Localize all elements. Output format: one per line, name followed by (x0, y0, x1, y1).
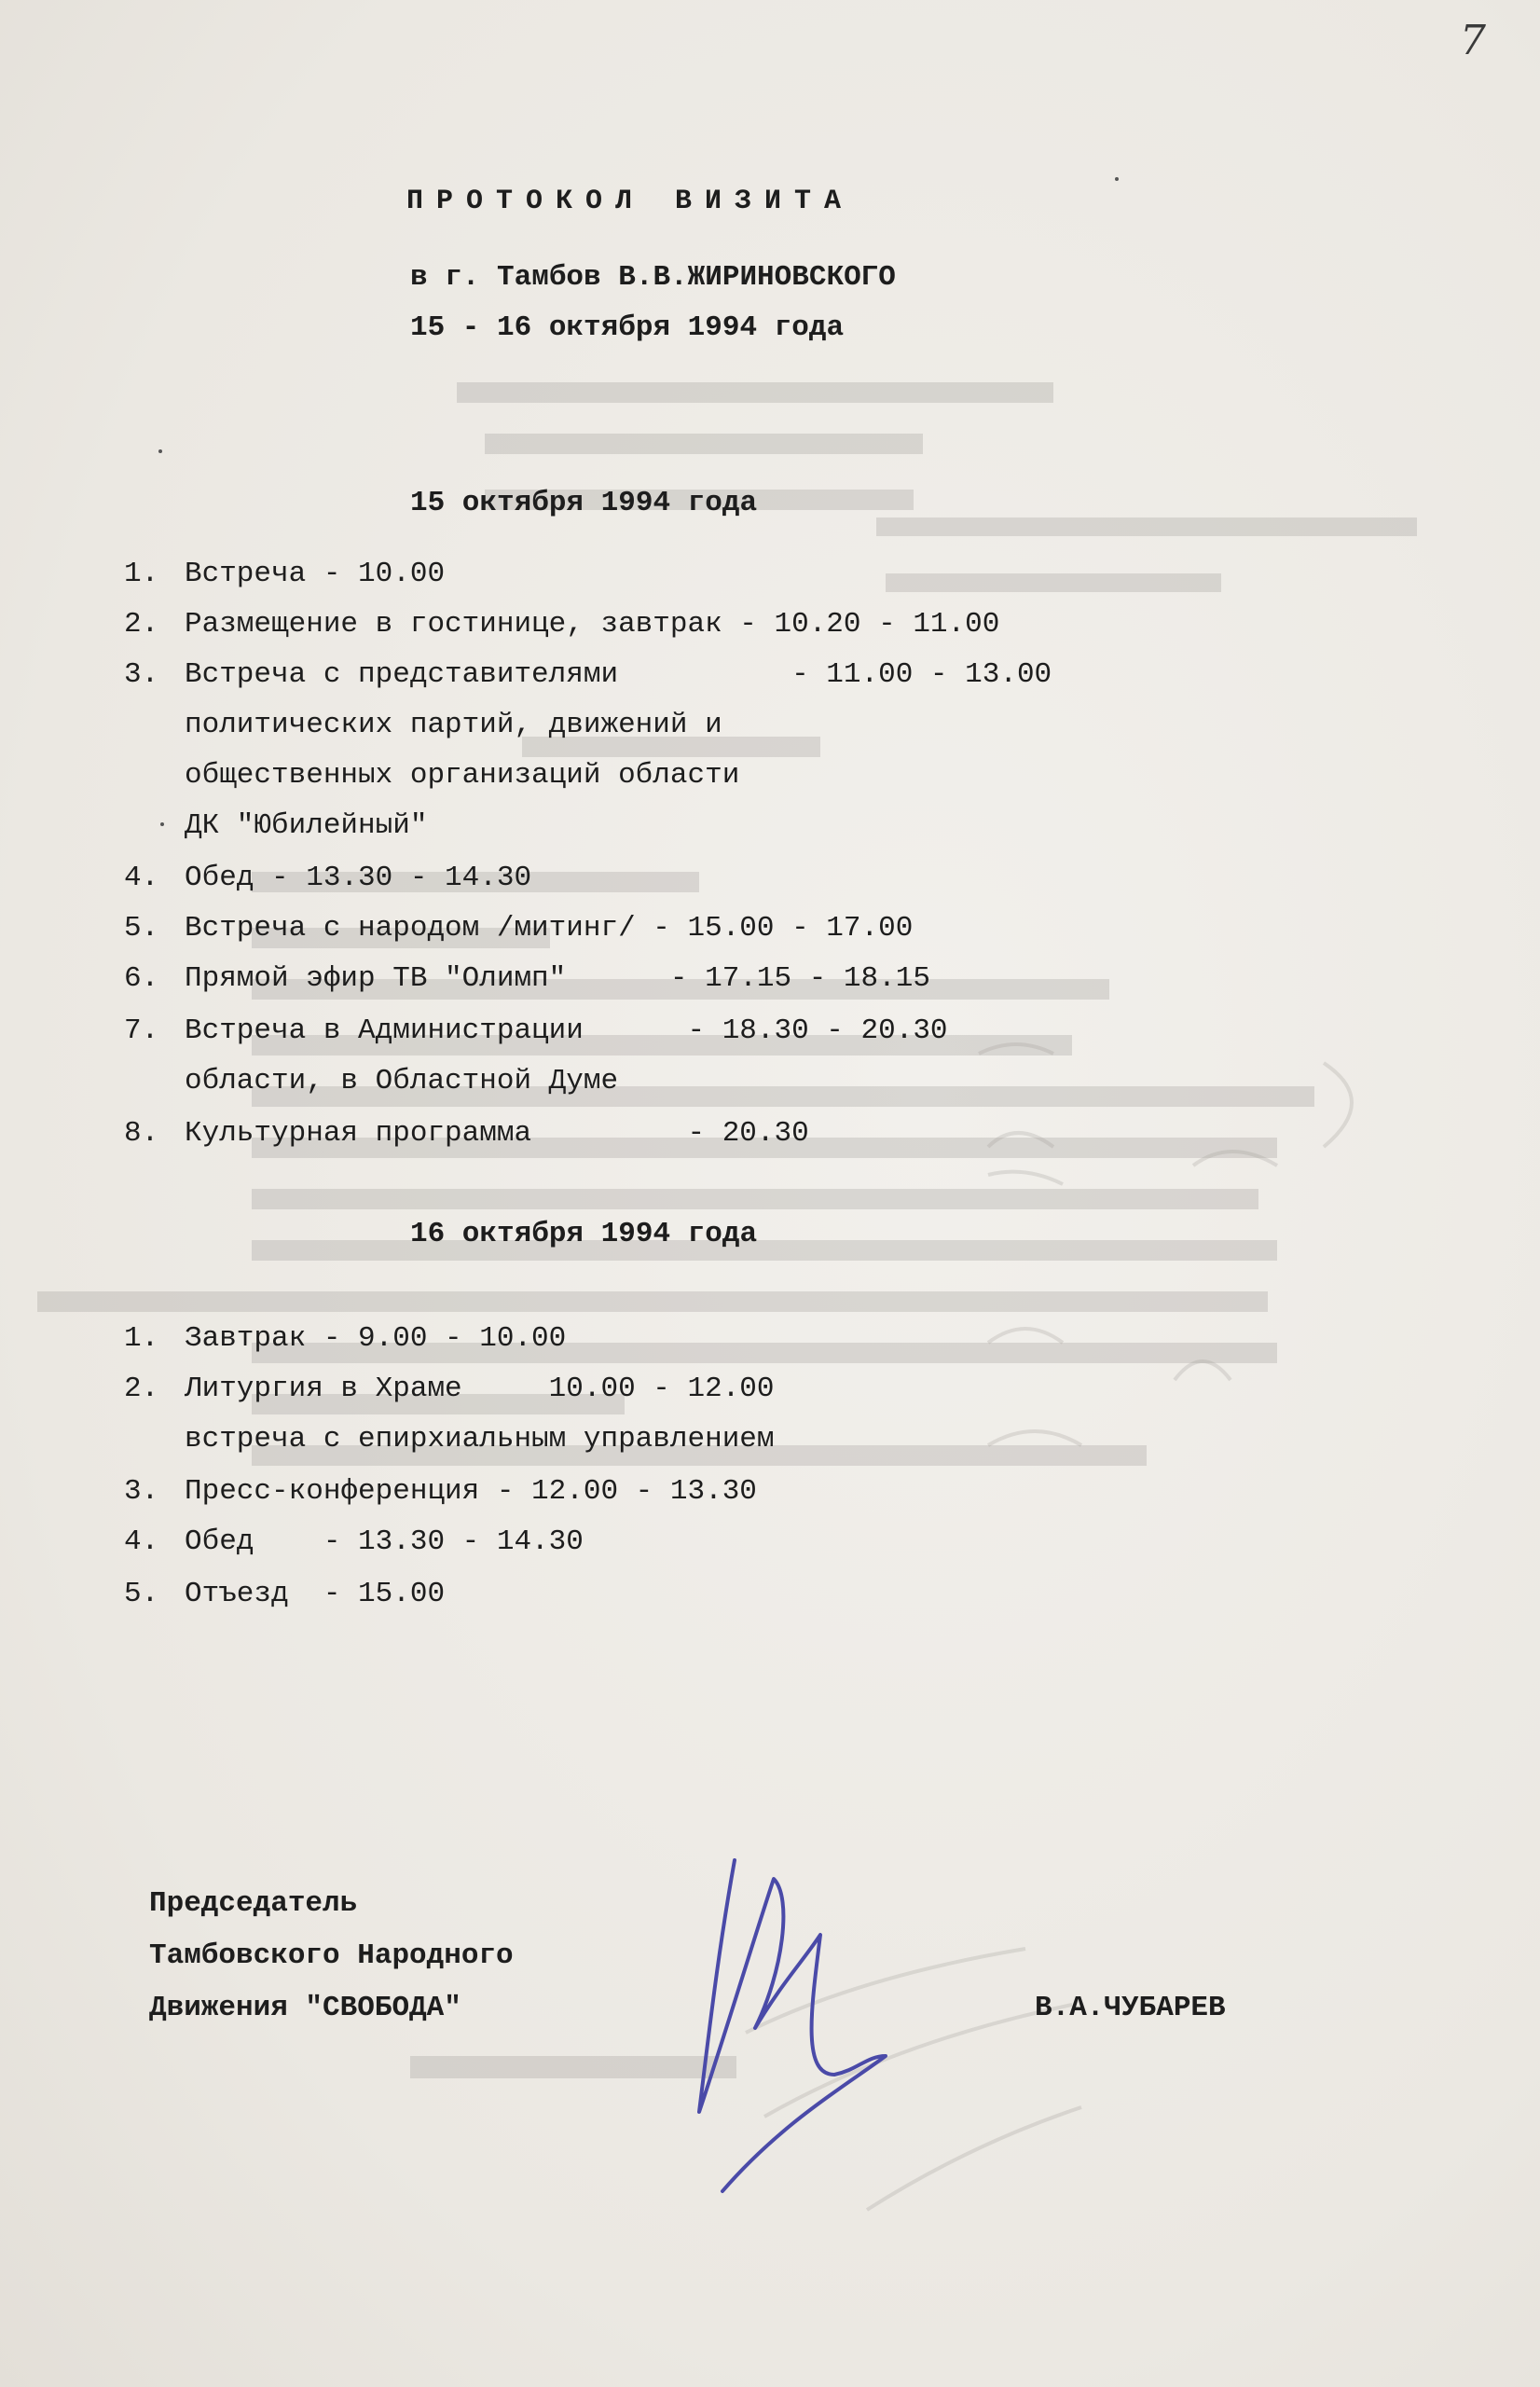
signatory-title-line1: Председатель (149, 1887, 358, 1920)
list-item-number: 2. (124, 608, 159, 641)
list-item-text: общественных организаций области (185, 759, 740, 792)
list-item-text: Литургия в Храме 10.00 - 12.00 (185, 1373, 775, 1405)
page-number: 7 (1460, 17, 1486, 64)
list-item-number: 1. (124, 558, 159, 590)
list-item-text: Завтрак - 9.00 - 10.00 (185, 1322, 567, 1355)
list-item-text: Прямой эфир ТВ "Олимп" - 17.15 - 18.15 (185, 962, 930, 995)
list-item-text: Пресс-конференция - 12.00 - 13.30 (185, 1475, 757, 1508)
list-item-text: Встреча с народом /митинг/ - 15.00 - 17.00 (185, 912, 914, 945)
list-item-number: 8. (124, 1117, 159, 1150)
stray-mark (158, 449, 162, 453)
stray-mark (160, 822, 164, 826)
day1-heading: 15 октября 1994 года (410, 487, 758, 519)
list-item-number: 1. (124, 1322, 159, 1355)
document-subtitle-line1: в г. Тамбов В.В.ЖИРИНОВСКОГО (410, 261, 896, 294)
document-title: ПРОТОКОЛ ВИЗИТА (406, 186, 855, 217)
signatory-title-line3: Движения "СВОБОДА" (149, 1992, 461, 2024)
stray-mark (1115, 177, 1119, 181)
list-item-text: ДК "Юбилейный" (185, 809, 428, 842)
list-item-text: Обед - 13.30 - 14.30 (185, 862, 532, 894)
list-item-text: Встреча в Администрации - 18.30 - 20.30 (185, 1014, 948, 1047)
day2-heading: 16 октября 1994 года (410, 1218, 758, 1250)
list-item-text: политических партий, движений и (185, 709, 722, 741)
list-item-number: 6. (124, 962, 159, 995)
handwritten-signature (671, 1842, 951, 2205)
list-item-number: 5. (124, 1578, 159, 1610)
signatory-name: В.А.ЧУБАРЕВ (1035, 1992, 1226, 2024)
list-item-text: Отъезд - 15.00 (185, 1578, 446, 1610)
list-item-text: Культурная программа - 20.30 (185, 1117, 809, 1150)
list-item-number: 4. (124, 1525, 159, 1558)
list-item-number: 5. (124, 912, 159, 945)
list-item-number: 4. (124, 862, 159, 894)
list-item-number: 7. (124, 1014, 159, 1047)
signatory-title-line2: Тамбовского Народного (149, 1939, 514, 1972)
document-subtitle-line2: 15 - 16 октября 1994 года (410, 311, 845, 344)
list-item-number: 3. (124, 658, 159, 691)
list-item-text: Обед - 13.30 - 14.30 (185, 1525, 584, 1558)
list-item-text: встреча с епирхиальным управлением (185, 1423, 775, 1456)
list-item-text: Встреча - 10.00 (185, 558, 446, 590)
list-item-text: Встреча с представителями - 11.00 - 13.00 (185, 658, 1052, 691)
list-item-text: области, в Областной Думе (185, 1065, 619, 1097)
list-item-text: Размещение в гостинице, завтрак - 10.20 - 11.00 (185, 608, 1000, 641)
list-item-number: 3. (124, 1475, 159, 1508)
list-item-number: 2. (124, 1373, 159, 1405)
